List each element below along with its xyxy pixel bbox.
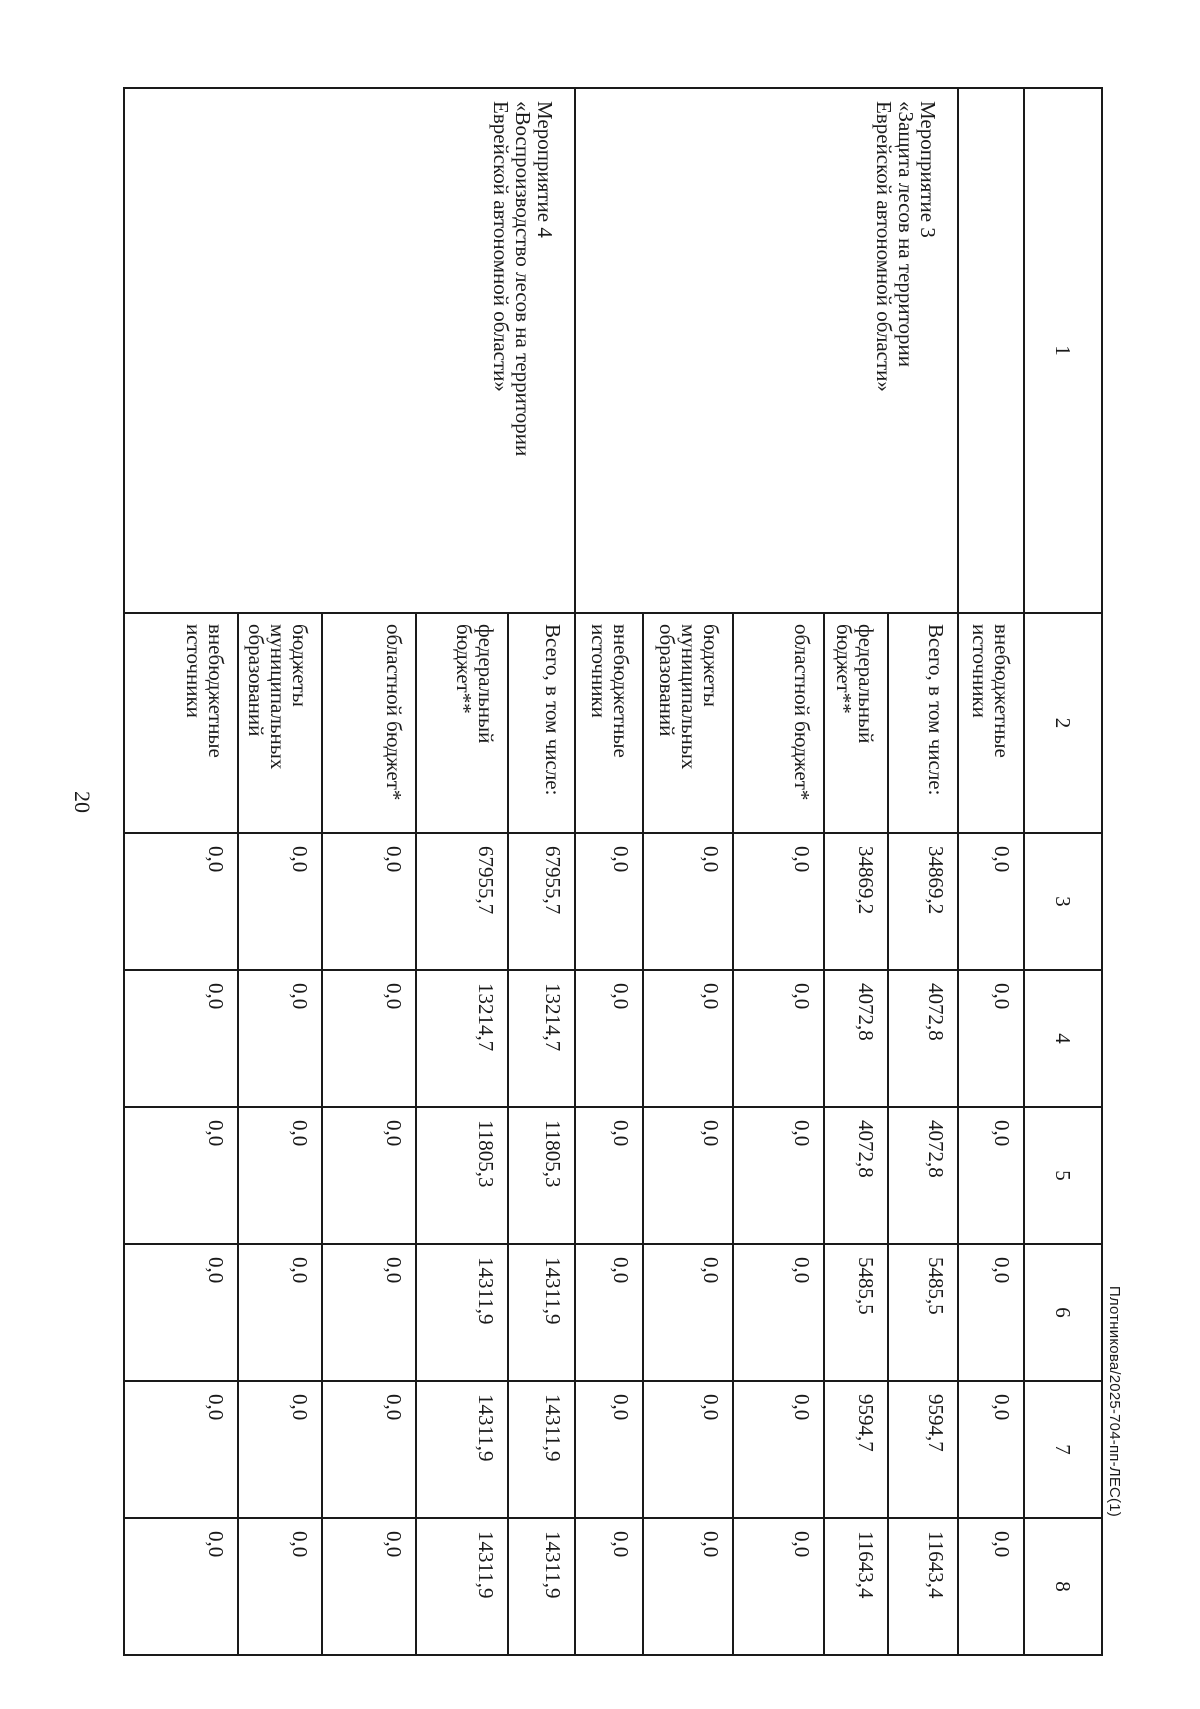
column-header: 3	[1024, 833, 1102, 970]
value-cell: 0,0	[643, 833, 733, 970]
funding-source: бюджеты муниципальных образований	[643, 613, 733, 833]
table-row	[508, 88, 575, 1655]
measure-title	[124, 88, 575, 613]
value-cell: 5485,5	[888, 1244, 958, 1381]
measure-cell-empty	[958, 88, 1024, 613]
value-cell: 14311,9	[416, 1381, 508, 1518]
value-cell: 0,0	[733, 1107, 824, 1244]
value-cell: 0,0	[733, 1381, 824, 1518]
value-cell: 0,0	[958, 1107, 1024, 1244]
value-cell: 0,0	[958, 833, 1024, 970]
value-cell: 0,0	[238, 1518, 322, 1655]
value-cell: 0,0	[958, 1244, 1024, 1381]
value-cell: 4072,8	[824, 1107, 888, 1244]
value-cell: 0,0	[322, 970, 416, 1107]
value-cell: 0,0	[322, 1381, 416, 1518]
rotated-page	[70, 87, 1123, 1599]
value-cell: 0,0	[238, 1107, 322, 1244]
value-cell: 0,0	[643, 1107, 733, 1244]
funding-source: областной бюджет*	[733, 613, 824, 833]
table-row	[958, 88, 1024, 1655]
value-cell: 0,0	[238, 1381, 322, 1518]
value-cell: 0,0	[733, 1244, 824, 1381]
column-header: 7	[1024, 1381, 1102, 1518]
value-cell: 0,0	[322, 1244, 416, 1381]
value-cell: 14311,9	[508, 1518, 575, 1655]
value-cell: 0,0	[124, 970, 238, 1107]
value-cell: 0,0	[575, 1381, 643, 1518]
value-cell: 0,0	[575, 1518, 643, 1655]
value-cell: 0,0	[322, 1518, 416, 1655]
value-cell: 0,0	[958, 1381, 1024, 1518]
funding-source: областной бюджет*	[322, 613, 416, 833]
value-cell: 5485,5	[824, 1244, 888, 1381]
value-cell: 34869,2	[824, 833, 888, 970]
value-cell: 0,0	[124, 1518, 238, 1655]
measure-title-line: «Защита лесов на территории	[893, 101, 918, 367]
funding-table	[123, 87, 1103, 1656]
funding-source: Всего, в том числе:	[508, 613, 575, 833]
value-cell: 0,0	[238, 970, 322, 1107]
value-cell: 0,0	[958, 1518, 1024, 1655]
value-cell: 4072,8	[888, 970, 958, 1107]
measure-title-line: Еврейской автономной области»	[871, 101, 896, 392]
funding-source: федеральный бюджет**	[416, 613, 508, 833]
funding-source: внебюджетные источники	[958, 613, 1024, 833]
value-cell: 0,0	[238, 1244, 322, 1381]
value-cell: 13214,7	[508, 970, 575, 1107]
value-cell: 9594,7	[888, 1381, 958, 1518]
value-cell: 9594,7	[824, 1381, 888, 1518]
value-cell: 11643,4	[824, 1518, 888, 1655]
column-header: 1	[1024, 88, 1102, 613]
value-cell: 0,0	[124, 1244, 238, 1381]
value-cell: 0,0	[575, 970, 643, 1107]
column-header: 8	[1024, 1518, 1102, 1655]
value-cell: 0,0	[733, 970, 824, 1107]
value-cell: 0,0	[733, 833, 824, 970]
measure-title-line: Еврейской автономной области»	[488, 101, 513, 392]
table-row	[888, 88, 958, 1655]
measure-title-line: Мероприятие 3	[916, 101, 940, 238]
value-cell: 0,0	[322, 833, 416, 970]
column-header: 6	[1024, 1244, 1102, 1381]
column-header: 5	[1024, 1107, 1102, 1244]
value-cell: 14311,9	[508, 1244, 575, 1381]
value-cell: 0,0	[238, 833, 322, 970]
value-cell: 0,0	[124, 833, 238, 970]
measure-title-line: Мероприятие 4	[533, 101, 557, 238]
funding-source: внебюджетные источники	[575, 613, 643, 833]
value-cell: 0,0	[643, 1381, 733, 1518]
value-cell: 34869,2	[888, 833, 958, 970]
funding-source: внебюджетные источники	[124, 613, 238, 833]
value-cell: 0,0	[575, 1107, 643, 1244]
document-code: Плотникова/2025-704-пп-ЛЕС(1)	[1106, 1285, 1123, 1517]
value-cell: 13214,7	[416, 970, 508, 1107]
value-cell: 11805,3	[416, 1107, 508, 1244]
value-cell: 0,0	[643, 970, 733, 1107]
measure-title	[575, 88, 958, 613]
value-cell: 0,0	[643, 1244, 733, 1381]
page-number: 20	[70, 791, 95, 813]
value-cell: 67955,7	[416, 833, 508, 970]
value-cell: 14311,9	[508, 1381, 575, 1518]
value-cell: 0,0	[124, 1107, 238, 1244]
value-cell: 14311,9	[416, 1518, 508, 1655]
funding-source: федеральный бюджет**	[824, 613, 888, 833]
column-header: 4	[1024, 970, 1102, 1107]
funding-source: Всего, в том числе:	[888, 613, 958, 833]
value-cell: 0,0	[958, 970, 1024, 1107]
value-cell: 0,0	[575, 1244, 643, 1381]
value-cell: 0,0	[322, 1107, 416, 1244]
value-cell: 0,0	[575, 833, 643, 970]
value-cell: 0,0	[643, 1518, 733, 1655]
value-cell: 11643,4	[888, 1518, 958, 1655]
value-cell: 67955,7	[508, 833, 575, 970]
value-cell: 14311,9	[416, 1244, 508, 1381]
header-row	[1024, 88, 1102, 1655]
value-cell: 0,0	[733, 1518, 824, 1655]
funding-source: бюджеты муниципальных образований	[238, 613, 322, 833]
value-cell: 11805,3	[508, 1107, 575, 1244]
value-cell: 4072,8	[888, 1107, 958, 1244]
value-cell: 0,0	[124, 1381, 238, 1518]
value-cell: 4072,8	[824, 970, 888, 1107]
column-header: 2	[1024, 613, 1102, 833]
measure-title-line: «Воспроизводство лесов на территории	[510, 101, 535, 457]
